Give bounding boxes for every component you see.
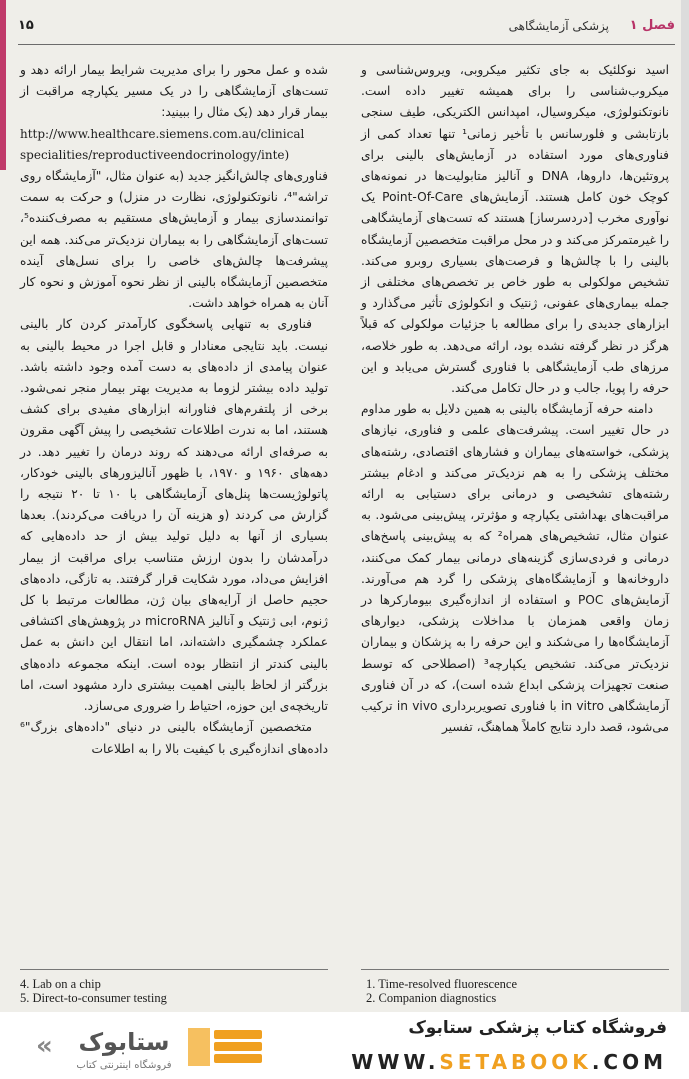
paragraph: دامنه حرفه آزمایشگاه بالینی به همین دلایل به طور مداوم در حال تغییر است. پیشرفت‌های علمی و فناوری، نیازهای پزشکی، خواسته‌های بیماران و فشارهای اقتصادی، رشته‌های مختلف پزشکی را به هم نزدیک‌تر می‌کند و ادغام بیشتر رشته‌های تشخیصی و درمانی برای دستیابی به ارائه مراقبت‌های بهداشتی یکپارچه و مؤثرتر، پیش‌بینی می‌شود. به عنوان مثال، تشخیص‌های همراه² که به پیش‌بینی پاسخ‌های درمانی و فردی‌سازی گزینه‌های درمانی بیمار کمک می‌کنند، داروخانه‌ها و آزمایشگاه‌های پزشکی را گرد هم می‌آورند. آزمایش‌های POC و استفاده از اندازه‌گیری بیومارکرها در زمان واقعی همزمان با مداخلات پزشکی، دیوارهای آزمایشگاه‌ها را می‌شکند و این حرفه را به پزشکان و بیماران نزدیک‌تر می‌کند. تشخیص یکپارچه³ (اصطلاحی که توسط صنعت تجهیزات پزشکی ابداع شده است)، که در آن فناوری آزمایشگاهی in vitro با فناوری تصویربرداری in vivo ترکیب می‌شود، قصد دارد نتایج کاملاً هماهنگ، تفسیر [361, 402, 669, 735]
footnote: 2. Companion diagnostics [366, 991, 497, 1005]
paragraph: فناوری‌های چالش‌انگیز جدید (به عنوان مثال، "آزمایشگاه روی تراشه"⁴، نانوتکنولوژی، نظارت در منزل) و حرکت به سمت توانمندسازی بیمار و آزمایش‌های مستقیم به مصرف‌کننده⁵، تست‌های آزمایشگاهی را به بیماران نزدیک‌تر می‌کند. همه این پیشرفت‌ها چالش‌های خاصی را برای نسل‌های آینده متخصصین آزمایشگاه بالینی از نظر نحوه آموزش و نحوه کار آنان به همراه خواهد داشت. [20, 169, 328, 311]
footnote: 5. Direct-to-consumer testing [20, 991, 167, 1005]
chapter-title: پزشکی آزمایشگاهی [508, 19, 609, 33]
footnote: 4. Lab on a chip [20, 977, 101, 991]
logo-wordmark: ستابوک [78, 1028, 170, 1056]
paragraph: اسید نوکلئیک به جای تکثیر میکروبی، ویروس‌شناسی و میکروب‌شناسی را برای همیشه تغییر داده است. نانوتکنولوژی، میکروسیال، امپدانس الکتریکی، طیف سنجی بازتابشی و فلورسانس با تأخیر زمانی¹ تنها تعداد کمی از فناوری‌های مورد استفاده در آزمایش‌های بالینی برای پروتئین‌ها، داروها، DNA و آنالیز متابولیت‌ها در نمونه‌های کوچک خون کامل هستند. آزمایش‌های Point-Of-Care یک نوآوری مخرب [دردسرساز] هستند که تست‌های آزمایشگاهی را غیرمتمرکز می‌کند و در محل مراقبت متخصصین آزمایشگاه بالینی را با چالش‌ها و فرصت‌های بسیاری روبرو می‌کند. تشخیص مولکولی به طور خاص بر تخصص‌های مختلفی از جمله بیماری‌های عفونی، ژنتیک و انکولوژی تأثیر می‌گذارد و ابزارهای جدیدی را برای مطالعه با جزئیات مولکولی که قبلاً هرگز در نظر گرفته نشده بود، ارائه می‌دهد. به طور خلاصه، مرزهای طب آزمایشگاهی با فناوری گسترش می‌یابد و این حرفه را پویا، جالب و در حال تکامل می‌کند. [361, 63, 669, 396]
text-column-left [20, 60, 328, 760]
watermark-banner [0, 1012, 689, 1079]
page-edge-marker [0, 0, 6, 170]
chapter-label: فصل ۱ [629, 18, 675, 33]
footnote-divider [361, 969, 669, 970]
logo-subtext: فروشگاه اینترنتی کتاب [76, 1060, 172, 1071]
setabook-logo [14, 1020, 274, 1074]
store-name: فروشگاه کتاب پزشکی ستابوک [408, 1018, 667, 1038]
reference-url: http://www.healthcare.siemens.com.au/clinical specialities/reproductiveendocrinology/inte) [20, 126, 305, 162]
page-gutter-shadow [681, 0, 689, 1012]
store-url[interactable] [351, 1050, 667, 1074]
url-accent: SETABOOK [439, 1050, 592, 1074]
url-prefix: WWW. [351, 1050, 440, 1074]
header-divider [18, 44, 675, 45]
text-column-right [361, 60, 669, 739]
footnote: 1. Time-resolved fluorescence [366, 977, 518, 991]
paragraph: شده و عمل محور را برای مدیریت شرایط بیمار ارائه دهد و تست‌های آزمایشگاهی را در یک مسیر یکپارچه مراقبت از بیمار قرار دهد (یک مثال را ببینید: [20, 63, 328, 120]
svg-text:«: « [36, 1031, 53, 1061]
footnote-divider [20, 969, 328, 970]
page-header [18, 16, 675, 38]
paragraph: فناوری به تنهایی پاسخگوی کارآمدتر کردن کار بالینی نیست. باید نتایجی معنادار و قابل اجرا در محیط بالینی به عنوان پیامدی از داده‌های به دست آمده وجود داشته باشد. تولید داده بیشتر لزوما به مدیریت بهتر بیمار منجر نمی‌شود. برخی از پلتفرم‌های فناورانه ابزارهای مفیدی برای کشف هستند، اما به ندرت اطلاعات تشخیصی را پیش آگهی مقرون به صرفه‌ای ارائه می‌دهند که روند درمان را تغییر دهد. در دهه‌های ۱۹۶۰ و ۱۹۷۰، با ظهور آنالیزورهای بالینی خودکار، پاتولوژیست‌ها پنل‌های آزمایشگاهی با ۱۰ تا ۲۰ نتیجه را گزارش می کردند (و هزینه آن را دریافت می‌کردند). بعدها بسیاری از آنها به دلیل تولید بیش از حد داده‌هایی که درآمدشان را بدون ارزش متناسب برای مراقبت از بیمار افزایش می‌داد، مورد شکایت قرار گرفتند. به تازگی، داده‌های حجیم حاصل از آرایه‌های بیان ژن، مطالعات مرتبط با کل ژنوم، ابی ژنتیک و آنالیز microRNA در پژوهش‌های اکتشافی عملکرد چشمگیری داشته‌اند، اما انتقال این دانش به عمل بالینی کندتر از انتظار بوده است. اینکه مجموعه داده‌های بزرگتر از لحاظ بالینی اهمیت بیشتری دارد مشهود است، اما تاریخچه‌ی این حوزه، احتیاط را ضروری می‌سازد. [20, 317, 329, 714]
url-suffix: .COM [591, 1050, 667, 1074]
paragraph: متخصصین آزمایشگاه بالینی در دنیای "داده‌های بزرگ"⁶ داده‌های اندازه‌گیری با کیفیت بالا را به اطلاعات [20, 720, 328, 756]
page-number: ۱۵ [18, 18, 34, 33]
